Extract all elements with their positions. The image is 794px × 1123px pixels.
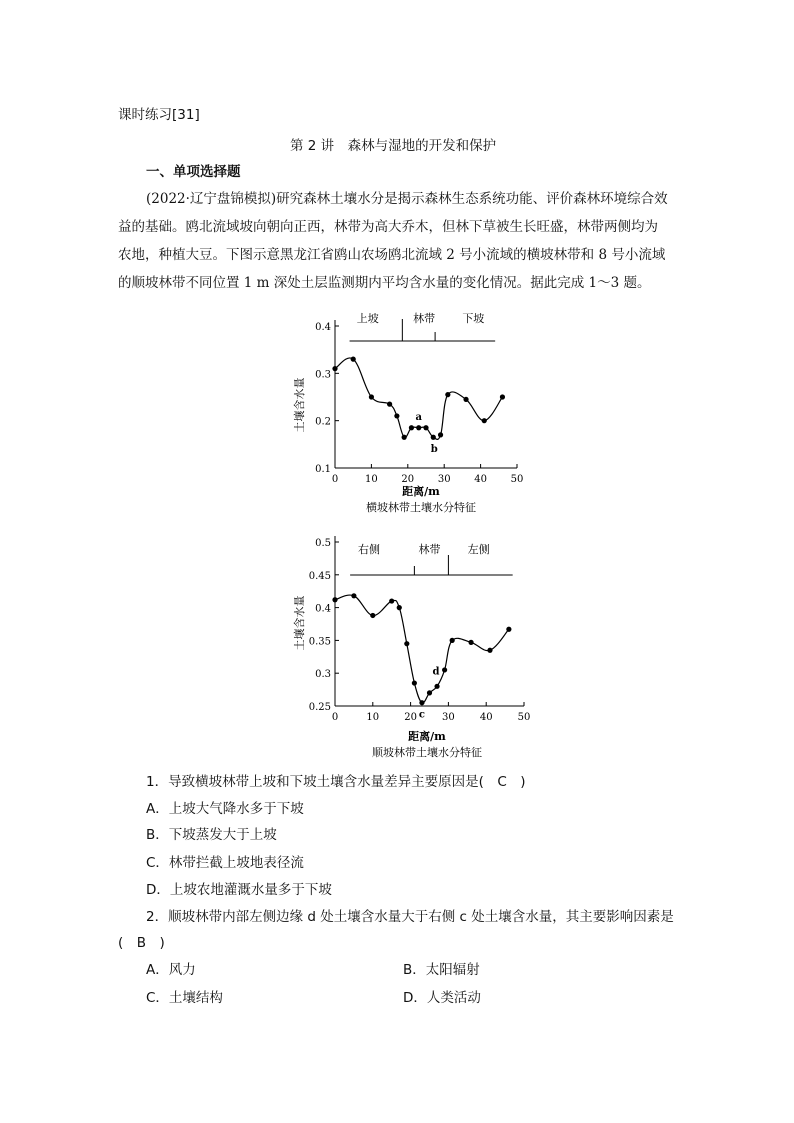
c2-data-point [468,640,473,645]
c2-point-label: d [432,666,440,678]
c2-xtick-label: 30 [442,712,455,723]
c2-zone-label: 左侧 [467,543,490,556]
c2-xtick-label: 20 [404,712,417,723]
chart1-axes [315,320,523,485]
chart1-xlabel: 距离/m [402,485,440,498]
c2-data-point [487,648,492,653]
c2-data-point [412,680,417,685]
c2-data-point [419,700,424,705]
q2-stem-line-1: 2．顺坡林带内部左侧边缘 d 处土壤含水量大于右侧 c 处土壤含水量，其主要影响因素是 [146,909,674,925]
c2-series-line [335,595,509,703]
intro-line-2: 益的基础。鸥北流域坡向朝向正西，林带为高大乔木，但林下草被生长旺盛，林带两侧均为 [118,219,658,235]
c2-ytick-label: 0.25 [308,702,331,713]
c1-zone-label: 林带 [413,312,436,325]
c1-ytick-label: 0.1 [315,464,331,475]
section-title: 一、单项选择题 [146,164,241,180]
chart2-caption: 顺坡林带土壤水分特征 [372,746,482,759]
c2-xtick-label: 40 [479,712,493,723]
lesson-title: 第 2 讲 森林与湿地的开发和保护 [290,138,497,154]
c2-ytick-label: 0.5 [315,538,331,549]
q2-option-a: A．风力 [146,962,196,978]
c2-data-point [442,667,447,672]
c2-data-point [389,598,394,603]
c2-data-point [370,613,375,618]
c2-data-point [506,627,511,632]
c1-ytick-label: 0.4 [315,322,331,333]
chart1-caption: 横坡林带土壤水分特征 [366,501,476,514]
c1-data-point [416,425,421,430]
c1-data-point [482,418,487,423]
c2-data-point [427,690,432,695]
c1-data-point [409,425,414,430]
q1-option-a: A．上坡大气降水多于下坡 [146,801,304,817]
c1-ytick-label: 0.3 [315,369,331,381]
c1-data-point [423,425,428,430]
c1-data-point [402,435,407,440]
chart1-plot [332,311,505,455]
intro-line-4: 的顺坡林带不同位置 1 m 深处土层监测期内平均含水量的变化情况。据此完成 1～3 题。 [118,275,651,291]
c1-point-label: b [430,444,438,456]
c2-data-point [404,641,409,646]
chart1-ylabel: 土壤含水量 [293,377,306,433]
c1-data-point [445,392,450,397]
c1-xtick-label: 30 [437,474,451,485]
c1-zone-label: 下坡 [462,312,485,325]
q2-stem-line-2: ( B ) [118,935,165,951]
c1-data-point [394,413,399,418]
c2-ytick-label: 0.3 [315,669,331,681]
chart2-xlabel: 距离/m [408,730,446,743]
c1-data-point [463,397,468,402]
q1-option-b: B．下坡蒸发大于上坡 [146,827,277,843]
chart-2 [285,533,545,763]
chart-1 [285,295,545,520]
c1-ytick-label: 0.2 [315,416,331,428]
c2-data-point [397,605,402,610]
c1-xtick-label: 20 [401,474,415,485]
intro-line-3: 农地，种植大豆。下图示意黑龙江省鸥山农场鸥北流域 2 号小流域的横坡林带和 8 号小流域 [118,247,666,263]
c2-zone-label: 右侧 [358,543,381,556]
c1-point-label: a [415,411,422,423]
c1-data-point [332,366,337,371]
c2-point-label: c [418,709,425,721]
q1-stem: 1．导致横坡林带上坡和下坡土壤含水量差异主要原因是( C ) [146,774,526,790]
c1-data-point [369,394,374,399]
q2-option-b: B．太阳辐射 [403,962,480,978]
c1-xtick-label: 40 [474,474,487,485]
chart2-ylabel: 土壤含水量 [293,595,306,651]
exercise-label: 课时练习[31] [118,107,200,123]
c2-data-point [332,597,337,602]
c1-xtick-label: 0 [331,474,339,485]
chart2-plot [332,542,512,721]
intro-line-1: (2022·辽宁盘锦模拟)研究森林土壤水分是揭示森林生态系统功能、评价森林环境综合效 [146,191,668,207]
c2-xtick-label: 10 [366,712,380,723]
c2-ytick-label: 0.35 [308,636,331,648]
c1-data-point [438,432,443,437]
c1-data-point [387,402,392,407]
c1-zone-label: 上坡 [356,312,379,325]
q2-option-d: D．人类活动 [403,990,481,1006]
c1-data-point [351,357,356,362]
c2-zone-label: 林带 [418,543,441,556]
c1-xtick-label: 50 [510,474,524,485]
q2-option-c: C．土壤结构 [146,990,223,1006]
c1-data-point [500,394,505,399]
q1-option-c: C．林带拦截上坡地表径流 [146,855,304,871]
c2-data-point [351,593,356,598]
c1-data-point [431,435,436,440]
c2-data-point [434,684,439,689]
chart2-axes [309,536,531,723]
c2-xtick-label: 0 [331,712,339,723]
q1-option-d: D．上坡农地灌溉水量多于下坡 [146,882,332,898]
c2-xtick-label: 50 [517,712,531,723]
c1-xtick-label: 10 [365,474,378,485]
c2-data-point [450,638,455,643]
c2-ytick-label: 0.4 [315,603,331,615]
c2-ytick-label: 0.45 [308,570,331,582]
